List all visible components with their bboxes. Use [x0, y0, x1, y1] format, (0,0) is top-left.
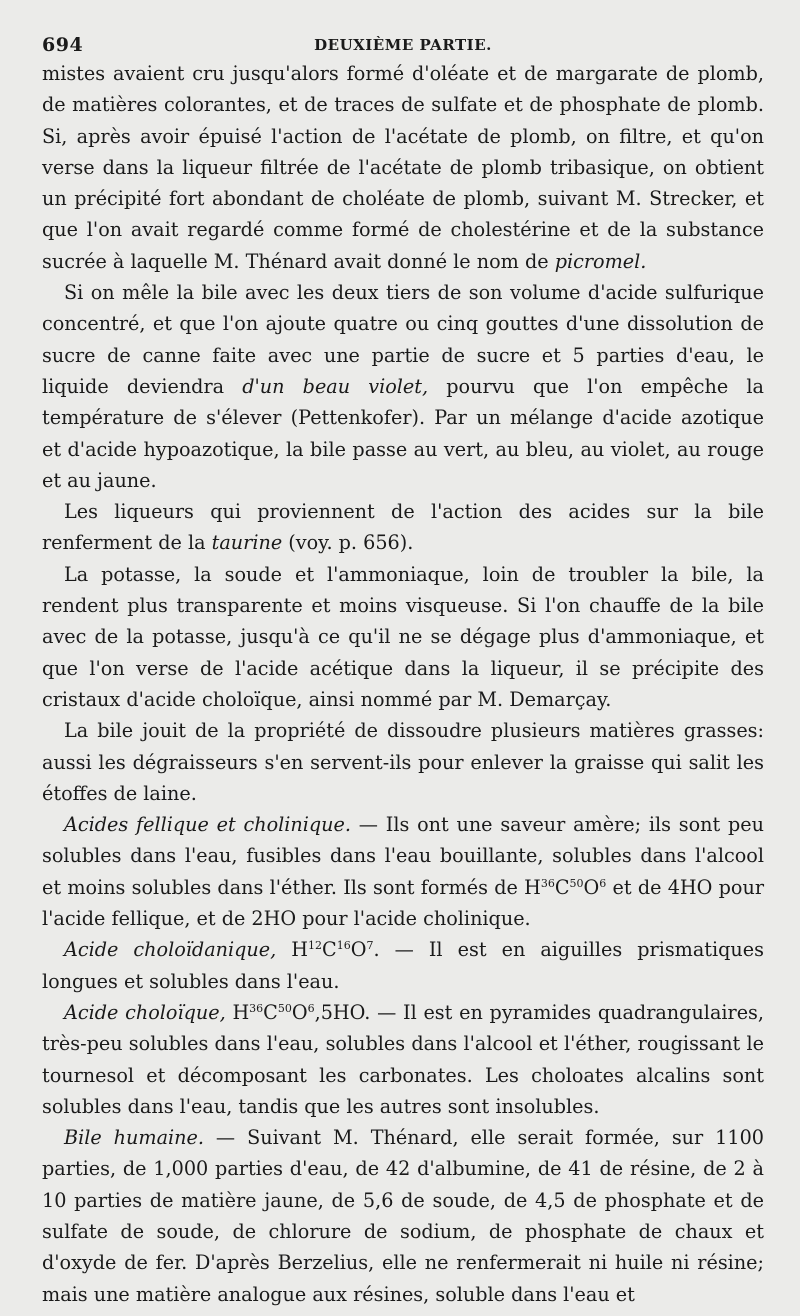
page-number: 694: [42, 34, 84, 56]
paragraph-bile-sulfuric: [42, 277, 764, 496]
paragraph-bile-humaine: [42, 1122, 764, 1310]
paragraph-text: . — Il est en aiguilles prismatiques longues et solubles dans l'eau.: [42, 938, 764, 993]
formula-index: 6: [307, 1001, 315, 1015]
paragraph-text: — Suivant M. Thénard, elle serait formée, sur 1100 parties, de 1,000 parties d'eau, de 42 d'albumine, de 41 de résine, de 2 à 10 parties de matière jaune, de 5,6 de soude, de 4,5 de phosphate et de sulfate de soude, de chlorure de sodium, de phosphate de chaux et d'oxyde de fer. D'après Berzelius, elle ne renfermerait ni huile ni résine; mais une matière analogue aux résines, soluble dans l'eau et: [42, 1126, 764, 1306]
page-header: [42, 34, 764, 58]
formula-element: O: [291, 1000, 308, 1024]
formula-element: C: [322, 938, 337, 962]
paragraph-acide-choloidanique: [42, 934, 764, 997]
paragraph-text: ,5HO. — Il est en pyramides quadrangulaires, très-peu solubles dans l'eau, solubles dans l'alcool et l'éther, rougissant le tournesol et décomposant les carbonates. Les choloates alcalins sont solubles dans l'eau, tandis que les autres sont insolubles.: [42, 1000, 764, 1118]
section-heading: Acide choloïdanique,: [64, 938, 277, 962]
formula-element: C: [263, 1000, 278, 1024]
paragraph-continued: [42, 58, 764, 277]
formula-index: 12: [308, 939, 323, 953]
paragraph-text: (voy. p. 656).: [282, 531, 414, 555]
paragraph-matieres-grasses: La bile jouit de la propriété de dissoudre plusieurs matières grasses: aussi les dégraisseurs s'en servent-ils pour enlever la graisse qui salit les étoffes de laine.: [42, 719, 764, 805]
formula-element: H: [524, 875, 541, 899]
paragraph-text: — Ils ont une saveur amère; ils sont peu solubles dans l'eau, fusibles dans l'eau bouillante, solubles dans l'alcool et moins solubles dans l'éther. Ils sont formés de: [42, 813, 764, 899]
paragraph-liqueurs: [42, 496, 764, 559]
formula-index: 36: [249, 1001, 264, 1015]
formula-index: 6: [599, 876, 607, 890]
paragraph-text: Les liqueurs qui proviennent de l'action des acides sur la bile renferment de la: [42, 500, 764, 555]
body-text: [42, 58, 764, 1310]
formula-element: O: [350, 938, 367, 962]
paragraph-acides-fellique: [42, 809, 764, 934]
formula-element: C: [554, 875, 570, 899]
formula-index: 50: [569, 876, 584, 890]
section-heading: Acides fellique et cholinique.: [64, 813, 351, 837]
italic-term: picromel.: [554, 249, 647, 273]
paragraph-text: pourvu que l'on empêche la température de s'élever (Pettenkofer). Par un mélange d'acide azotique et d'acide hypoazotique, la bile passe au vert, au bleu, au violet, au rouge et au jaune.: [42, 374, 764, 492]
paragraph-acide-choloique: [42, 997, 764, 1122]
italic-term: taurine: [211, 531, 283, 555]
formula-index: 7: [366, 939, 374, 953]
section-heading: Acide choloïque,: [64, 1000, 226, 1024]
formula-index: 50: [277, 1001, 292, 1015]
running-head: DEUXIÈME PARTIE.: [314, 36, 492, 54]
formula-element: H: [225, 1000, 250, 1024]
paragraph-potasse: La potasse, la soude et l'ammoniaque, loin de troubler la bile, la rendent plus transparente et moins visqueuse. Si l'on chauffe de la bile avec de la potasse, jusqu'à ce qu'il ne se dégage plus d'ammoniaque, et que l'on verse de l'acide acétique dans la liqueur, il se précipite des cristaux d'acide choloïque, ainsi nommé par M. Demarçay.: [42, 562, 764, 711]
paragraph-text: et de 4HO pour l'acide fellique, et de 2HO pour l'acide cholinique.: [42, 875, 764, 931]
paragraph-text: Si on mêle la bile avec les deux tiers de son volume d'acide sulfurique concentré, et que l'on ajoute quatre ou cinq gouttes d'une dissolution de sucre de canne faite avec une partie de sucre et 5 parties d'eau, le liquide deviendra: [42, 281, 764, 398]
formula-element: H: [276, 938, 309, 962]
formula-index: 16: [336, 939, 351, 953]
italic-term: d'un beau violet,: [242, 374, 429, 398]
formula-index: 36: [540, 876, 555, 890]
paragraph-text: mistes avaient cru jusqu'alors formé d'oléate et de margarate de plomb, de matières colorantes, et de traces de sulfate et de phosphate de plomb. Si, après avoir épuisé l'action de l'acétate de plomb, on filtre, et qu'on verse dans la liqueur filtrée de l'acétate de plomb tribasique, on obtient un précipité fort abondant de choléate de plomb, suivant M. Strecker, et que l'on avait regardé comme formé de cholestérine et de la substance sucrée à laquelle M. Thénard avait donné le nom de: [42, 62, 764, 273]
section-heading: Bile humaine.: [64, 1126, 204, 1150]
formula-element: O: [583, 875, 600, 899]
